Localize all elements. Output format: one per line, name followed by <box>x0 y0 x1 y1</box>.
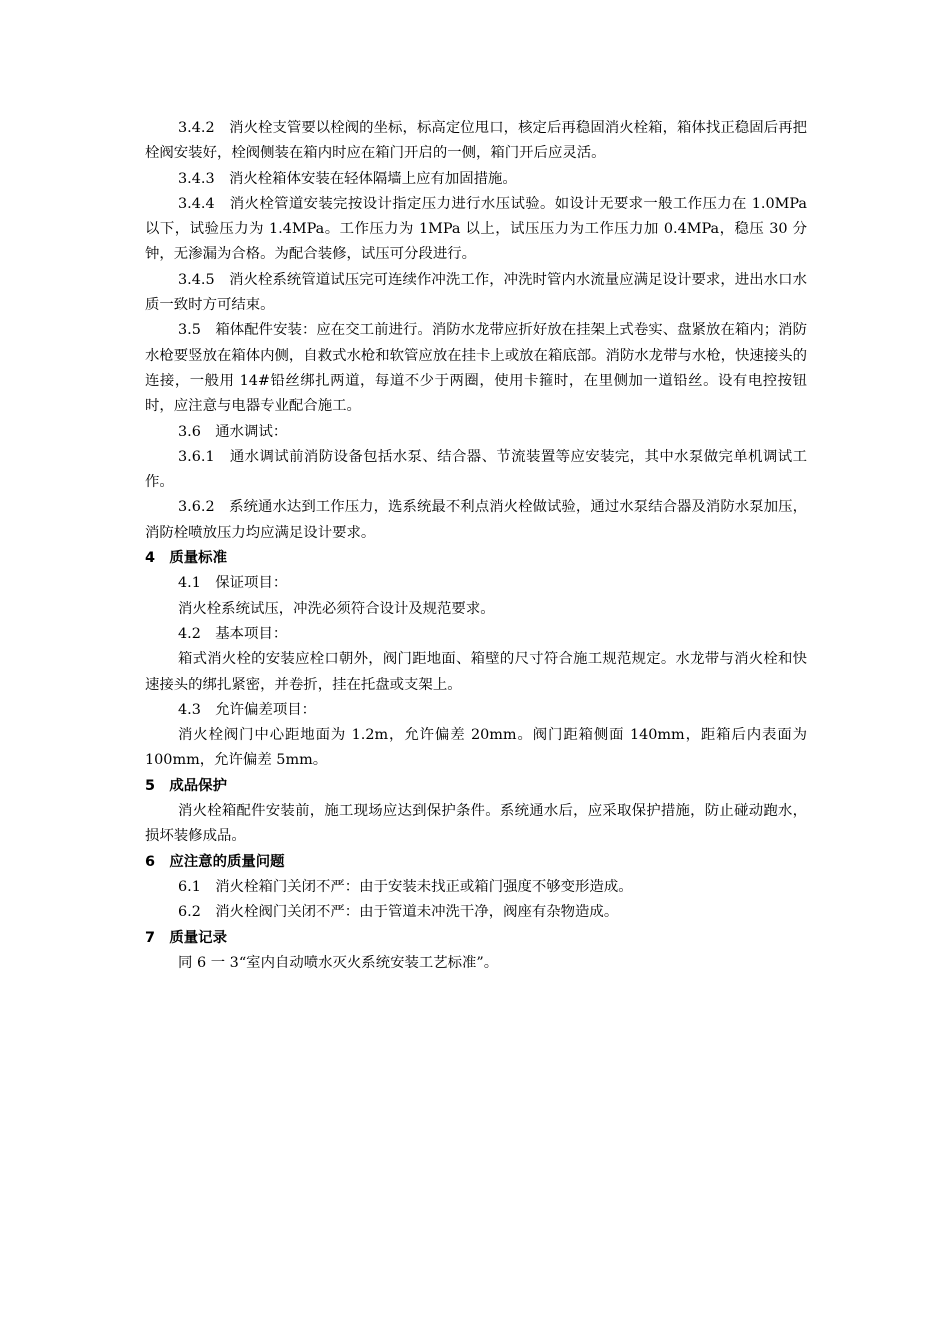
paragraph-6-1: 6.1 消火栓箱门关闭不严：由于安装未找正或箱门强度不够变形造成。 <box>178 878 633 895</box>
paragraph-4-2-body: 箱式消火栓的安装应栓口朝外，阀门距地面、箱壁的尺寸符合施工规范规定。水龙带与消火栓和快速接头的绑扎紧密，并卷折，挂在托盘或支架上。 <box>145 651 807 693</box>
paragraph-7-body: 同 6 一 3“室内自动喷水灭火系统安装工艺标准”。 <box>178 954 499 971</box>
paragraph-4-1-body: 消火栓系统试压，冲洗必须符合设计及规范要求。 <box>178 600 495 617</box>
paragraph-4-3: 4.3 允许偏差项目： <box>178 701 317 718</box>
section-heading-4: 4 质量标准 <box>145 550 227 567</box>
paragraph-3-4-5: 3.4.5 消火栓系统管道试压完可连续作冲洗工作，冲洗时管内水流量应满足设计要求，进出水口水质一致时方可结束。 <box>145 271 807 314</box>
paragraph-3-4-4: 3.4.4 消火栓管道安装完按设计指定压力进行水压试验。如设计无要求一般工作压力在 1.0MPa 以下，试验压力为 1.4MPa。工作压力为 1MPa 以上，试压压力为工作压力加 0.4MPa，稳压 30 分钟，无渗漏为合格。为配合装修，试压可分段进行。 <box>145 195 807 263</box>
paragraph-5-body: 消火栓箱配件安装前，施工现场应达到保护条件。系统通水后，应采取保护措施，防止碰动跑水，损坏装修成品。 <box>145 803 807 845</box>
section-heading-6: 6 应注意的质量问题 <box>145 853 285 870</box>
paragraph-3-4-3: 3.4.3 消火栓箱体安装在轻体隔墙上应有加固措施。 <box>178 170 517 187</box>
paragraph-4-3-body: 消火栓阀门中心距地面为 1.2m，允许偏差 20mm。阀门距箱侧面 140mm，距箱后内表面为 100mm，允许偏差 5mm。 <box>145 727 807 769</box>
paragraph-3-4-2: 3.4.2 消火栓支管要以栓阀的坐标，标高定位甩口，核定后再稳固消火栓箱，箱体找正稳固后再把栓阀安装好，栓阀侧装在箱内时应在箱门开启的一侧，箱门开后应灵活。 <box>145 120 807 162</box>
paragraph-3-6-1: 3.6.1 通水调试前消防设备包括水泵、结合器、节流装置等应安装完，其中水泵做完单机调试工作。 <box>145 448 807 491</box>
paragraph-3-6: 3.6 通水调试： <box>178 423 288 440</box>
section-heading-7: 7 质量记录 <box>145 929 227 946</box>
paragraph-3-5: 3.5 箱体配件安装：应在交工前进行。消防水龙带应折好放在挂架上式卷实、盘紧放在箱内；消防水枪要竖放在箱体内侧，自救式水枪和软管应放在挂卡上或放在箱底部。消防水龙带与水枪，快速接头的连接，一般用 14#铅丝绑扎两道，每道不少于两圈，使用卡箍时，在里侧加一道铅丝。设有电控按钮时，应注意与电器专业配合施工。 <box>145 322 807 415</box>
section-heading-5: 5 成品保护 <box>145 777 227 794</box>
paragraph-4-2: 4.2 基本项目： <box>178 625 288 642</box>
paragraph-3-6-2: 3.6.2 系统通水达到工作压力，选系统最不利点消火栓做试验，通过水泵结合器及消防水泵加压，消防栓喷放压力均应满足设计要求。 <box>145 499 807 541</box>
document-body <box>145 116 807 976</box>
paragraph-4-1: 4.1 保证项目： <box>178 575 288 592</box>
paragraph-6-2: 6.2 消火栓阀门关闭不严：由于管道未冲洗干净，阀座有杂物造成。 <box>178 904 619 921</box>
